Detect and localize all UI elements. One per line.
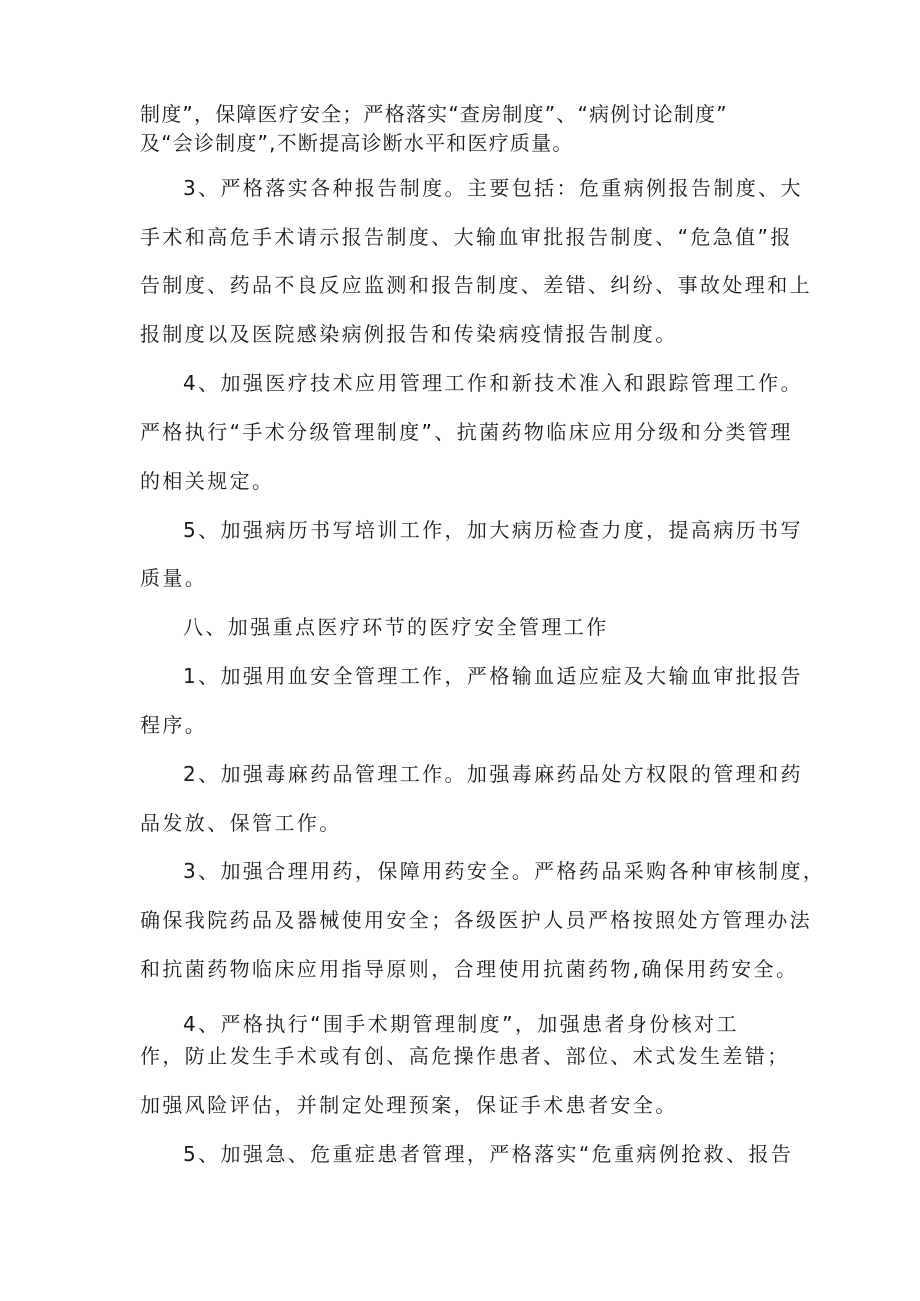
- text-line: 的相关规定。: [140, 469, 275, 493]
- text-line: 告制度、药品不良反应监测和报告制度、差错、纠纷、事故处理和上: [140, 273, 812, 297]
- text-line: 4、加强医疗技术应用管理工作和新技术准入和跟踪管理工作。: [183, 371, 803, 395]
- text-line: 作，防止发生手术或有创、高危操作患者、部位、术式发生差错；: [140, 1044, 790, 1068]
- text-line: 加强风险评估，并制定处理预案，保证手术患者安全。: [140, 1093, 678, 1117]
- text-line: 和抗菌药物临床应用指导原则，合理使用抗菌药物,确保用药安全。: [140, 957, 799, 981]
- text-line: 5、加强病历书写培训工作，加大病历检查力度，提高病历书写: [183, 518, 803, 542]
- text-line: 3、严格落实各种报告制度。主要包括：危重病例报告制度、大: [183, 176, 803, 200]
- text-line: 程序。: [140, 713, 208, 737]
- text-line: 及“会诊制度”,不断提高诊断水平和医疗质量。: [140, 131, 574, 155]
- text-line: 制度”，保障医疗安全；严格落实“查房制度”、“病例讨论制度”: [140, 102, 728, 126]
- section-heading: 八、加强重点医疗环节的医疗安全管理工作: [183, 615, 609, 639]
- text-line: 质量。: [140, 566, 208, 590]
- text-line: 报制度以及医院感染病例报告和传染病疫情报告制度。: [140, 322, 678, 346]
- text-line: 4、严格执行“围手术期管理制度”，加强患者身份核对工: [183, 1012, 739, 1036]
- text-line: 品发放、保管工作。: [140, 811, 342, 835]
- text-line: 1、加强用血安全管理工作，严格输血适应症及大输血审批报告: [183, 664, 803, 688]
- text-line: 5、加强急、危重症患者管理，严格落实“危重病例抢救、报告: [183, 1142, 794, 1166]
- text-line: 3、加强合理用药，保障用药安全。严格药品采购各种审核制度，: [183, 859, 826, 883]
- text-line: 手术和高危手术请示报告制度、大输血审批报告制度、“危急值”报: [140, 225, 793, 249]
- text-line: 确保我院药品及器械使用安全；各级医护人员严格按照处方管理办法: [140, 908, 812, 932]
- text-line: 严格执行“手术分级管理制度”、抗菌药物临床应用分级和分类管理: [140, 420, 793, 444]
- text-line: 2、加强毒麻药品管理工作。加强毒麻药品处方权限的管理和药: [183, 762, 803, 786]
